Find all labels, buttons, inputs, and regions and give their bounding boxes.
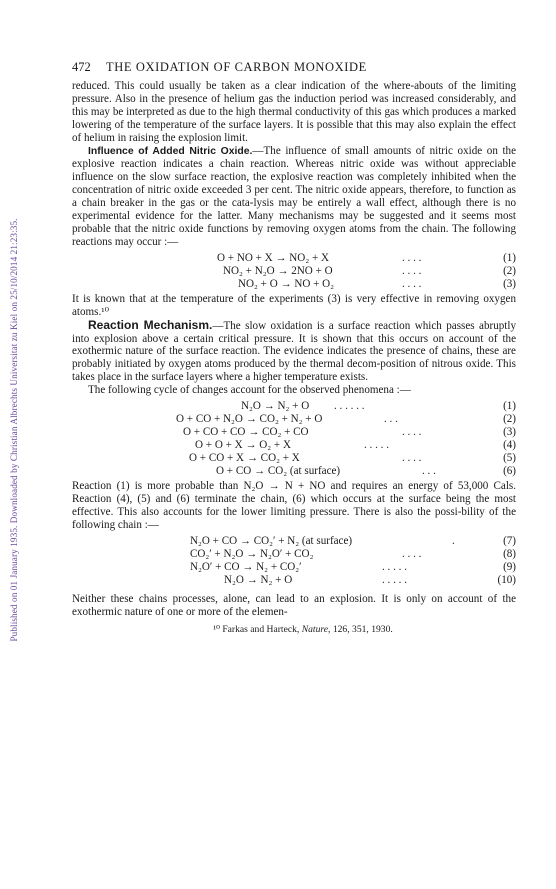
equation-row [72,452,516,465]
equation-number: (1) [503,251,516,264]
paragraph-4-body: —The slow oxidation is a surface reaction which passes abruptly into explosion above a certain critical pressure. It is shown that this occurs on account of the exothermic nature of the surface reaction. The evidence indicates the presence of chains, these are probably initiated by oxygen atoms produced by the thermal decom-position of nitrous oxide. This takes place in the surface layers where a higher temperature exists. [72,319,517,384]
equation-number: (9) [503,560,516,573]
equation-expression: O + CO → CO₂ (at surface) [216,465,341,478]
section-heading-nitric-oxide: Influence of Added Nitric Oxide. [88,145,253,157]
equation-leader: . [452,534,455,547]
equation-expression: O + O + X → O₂ + X [195,439,291,452]
equation-row [72,413,516,426]
equation-row [72,561,516,574]
equations-nitric-oxide [72,252,516,291]
running-title: THE OXIDATION OF CARBON MONOXIDE [106,60,367,74]
equation-leader: . . . [422,465,436,478]
equation-row [72,548,516,561]
equation-leader: . . . . [402,251,422,264]
equation-row [72,426,516,439]
footnote-authors: Farkas and Harteck, [222,624,300,636]
equation-leader: . . . . [402,426,422,439]
paragraph-6: Reaction (1) is more probable than N₂O → N + NO and requires an energy of 53,000 Cals. Reaction (4), (5) and (6) terminate the chain, (6) which occurs at the surface being the most effective. This also accounts for the lower limiting pressure. There is also the possi-bility of the following chain :— [72,480,516,531]
download-note: Published on 01 January 1935. Downloaded by Christian Albrechts Universitat zu Kiel on 25/10/2014 21:23:35. [9,218,19,642]
paragraph-5: The following cycle of changes account for the observed phenomena :— [88,384,411,397]
equation-number: (3) [503,426,516,439]
equation-expression: O + CO + N₂O → CO₂ + N₂ + O [176,413,323,426]
paragraph-7: Neither these chains processes, alone, can lead to an explosion. It is only on account of the exothermic nature of one or more of the elemen- [72,592,516,618]
paragraph-2-body: —The influence of small amounts of nitric oxide on the explosive reaction indicates a chain reaction. Whereas nitric oxide was without appreciable influence on the slow surface reaction, the explosive reaction was completely inhibited when the concentration of nitric oxide exceeded 3 per cent. The nitric oxide appears, therefore, to function as a chain breaker in the gas or the cata-lysis may be entirely a wall effect, although there is no experimental evidence for the latter. Many mechanisms may be suggested and it seems most probable that the nitric oxide functions by removing oxygen atoms from the chain. The following reactions may occur :— [72,144,516,248]
page-number: 472 [72,60,91,74]
equation-expression: N₂O′ + CO → N₂ + CO₂′ [190,560,302,573]
equation-number: (1) [503,400,516,413]
equation-expression: N₂O + CO → CO₂′ + N₂ (at surface) [190,534,353,547]
equation-leader: . . . . . [382,560,407,573]
equation-expression: NO₂ + O → NO + O₂ [238,277,335,290]
paragraph-1: reduced. This could usually be taken as a clear indication of the where-abouts of the limiting pressure. Also in the presence of helium gas the induction period was increased considerably, and this may be interpreted as due to the high thermal conductivity of this gas which produces a marked lowering of the temperature of the surface layers. It is possible that this may also explain the effect of helium in raising the explosion limit. [72,80,516,144]
footnote-reference: 126, 351, 1930. [332,624,393,636]
equation-leader: . . . . . [382,573,407,586]
footnote [72,624,516,635]
download-watermark [8,100,20,760]
paragraph-4 [72,319,516,385]
running-header [72,60,516,80]
equation-number: (7) [503,534,516,547]
equation-expression: O + CO + X → CO₂ + X [189,452,300,465]
equation-number: (2) [503,264,516,277]
equations-chain [72,535,516,587]
paragraph-2 [72,145,516,249]
footnote-marker: ¹⁰ [213,624,220,636]
body-text [72,80,516,618]
equation-number: (3) [503,277,516,290]
equation-leader: . . . . [402,264,422,277]
equation-expression: O + NO + X → NO₂ + X [217,251,329,264]
equation-leader: . . . [384,413,398,426]
equation-row [72,439,516,452]
equation-expression: N₂O → N₂ + O [241,400,310,413]
equations-mechanism [72,400,516,478]
equation-row [72,535,516,548]
section-heading-reaction-mechanism: Reaction Mechanism. [88,317,213,332]
equation-expression: O + CO + CO → CO₂ + CO [183,426,309,439]
equation-number: (4) [503,439,516,452]
equation-row [72,465,516,478]
equation-row [72,574,516,587]
equation-leader: . . . . [402,547,422,560]
equation-leader: . . . . [402,277,422,290]
equation-expression: NO₂ + N₂O → 2NO + O [223,264,333,277]
footnote-journal: Nature, [301,624,331,636]
equation-number: (8) [503,547,516,560]
equation-row [72,400,516,413]
equation-number: (10) [497,573,516,586]
paragraph-3: It is known that at the temperature of the experiments (3) is very effective in removing oxygen atoms.¹⁰ [72,292,516,318]
equation-number: (5) [503,452,516,465]
equation-expression: CO₂′ + N₂O → N₂O′ + CO₂ [190,547,314,560]
equation-leader: . . . . [402,452,422,465]
equation-expression: N₂O → N₂ + O [224,573,293,586]
equation-number: (2) [503,413,516,426]
equation-row [72,252,516,265]
equation-leader: . . . . . [364,439,389,452]
equation-leader: . . . . . . [334,400,365,413]
equation-row [72,265,516,278]
equation-row [72,278,516,291]
journal-page [72,60,516,635]
equation-number: (6) [503,465,516,478]
